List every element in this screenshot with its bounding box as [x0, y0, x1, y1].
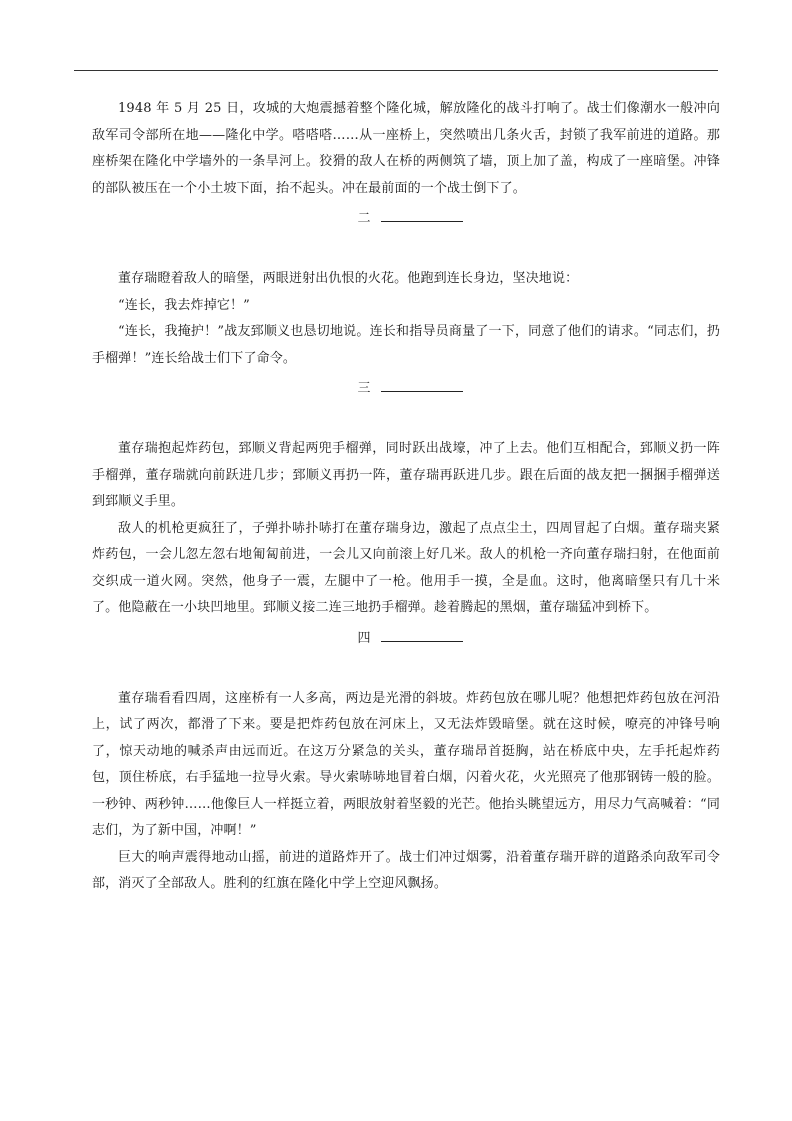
section-number: 三	[357, 381, 371, 396]
top-rule	[74, 70, 718, 71]
section-number: 二	[357, 211, 371, 226]
paragraph: 巨大的响声震得地动山摇，前进的道路炸开了。战士们冲过烟雾，沿着董存瑞开辟的道路杀向敌军司令部，消灭了全部敌人。胜利的红旗在隆化中学上空迎风飘扬。	[92, 849, 720, 891]
paragraph: “连长，我去炸掉它！”	[118, 297, 250, 313]
section-heading	[92, 626, 720, 652]
title-blank[interactable]	[381, 627, 463, 642]
paragraph: 敌人的机枪更疯狂了，子弹扑哧扑哧打在董存瑞身边，激起了点点尘土，四周冒起了白烟。董存瑞夹紧炸药包，一会儿忽左忽右地匍匐前进，一会儿又向前滚上好几米。敌人的机枪一齐向董存瑞扫射，在他面前交织成一道火网。突然，他身子一震，左腿中了一枪。他用手一摸，全是血。这时，他离暗堡只有几十米了。他隐蔽在一小块凹地里。郅顺义接二连三地扔手榴弹。趁着腾起的黑烟，董存瑞猛冲到桥下。	[92, 520, 720, 615]
title-blank[interactable]	[381, 377, 463, 392]
document-body	[92, 96, 720, 898]
section-number: 四	[357, 630, 371, 646]
paragraph: 董存瑞看看四周，这座桥有一人多高，两边是光滑的斜坡。炸药包放在哪儿呢？他想把炸药包放在河沿上，试了两次，都滑了下来。要是把炸药包放在河床上，又无法炸毁暗堡。就在这时候，嘹亮的冲锋号响了，惊天动地的喊杀声由远而近。在这万分紧急的关头，董存瑞昂首挺胸，站在桥底中央，左手托起炸药包，顶住桥底，右手猛地一拉导火索。导火索哧哧地冒着白烟，闪着火花，火光照亮了他那钢铸一般的脸。一秒钟、两秒钟……他像巨人一样挺立着，两眼放射着坚毅的光芒。他抬头眺望远方，用尽力气高喊着：“同志们，为了新中国，冲啊！”	[92, 690, 720, 838]
paragraph: 董存瑞瞪着敌人的暗堡，两眼迸射出仇恨的火花。他跑到连长身边，坚决地说：	[118, 271, 579, 286]
title-blank[interactable]	[381, 207, 463, 222]
section-heading	[92, 376, 720, 402]
paragraph: “连长，我掩护！”战友郅顺义也恳切地说。连长和指导员商量了一下，同意了他们的请求。“同志们，扔手榴弹！”连长给战士们下了命令。	[92, 324, 720, 366]
paragraph: 1948 年 5 月 25 日，攻城的大炮震撼着整个隆化城，解放隆化的战斗打响了。战士们像潮水一般冲向敌军司令部所在地——隆化中学。嗒嗒嗒……从一座桥上，突然喷出几条火舌，封锁了我军前进的道路。那座桥架在隆化中学墙外的一条旱河上。狡猾的敌人在桥的两侧筑了墙，顶上加了盖，构成了一座暗堡。冲锋的部队被压在一个小土坡下面，抬不起头。冲在最前面的一个战士倒下了。	[92, 101, 720, 196]
section-heading	[92, 206, 720, 232]
paragraph: 董存瑞抱起炸药包，郅顺义背起两兜手榴弹，同时跃出战壕，冲了上去。他们互相配合，郅顺义扔一阵手榴弹，董存瑞就向前跃进几步；郅顺义再扔一阵，董存瑞再跃进几步。跟在后面的战友把一捆捆手榴弹送到郅顺义手里。	[92, 441, 720, 509]
